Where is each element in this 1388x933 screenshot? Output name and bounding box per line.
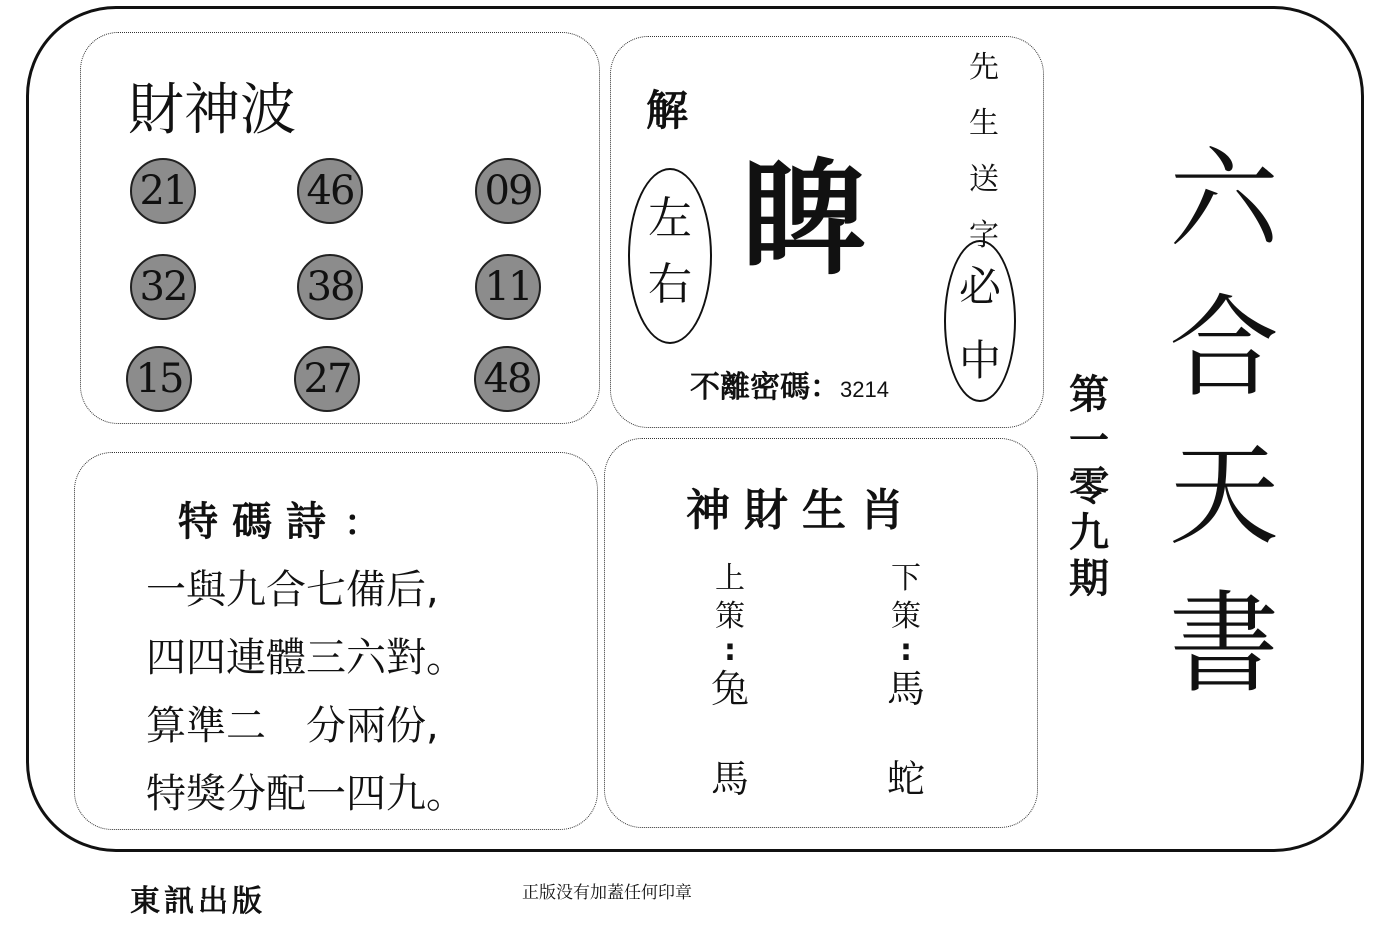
issue-char: 零 xyxy=(1069,464,1109,510)
number-ball: 11 xyxy=(475,254,541,320)
number-ball: 15 xyxy=(126,346,192,412)
lower-label-char: 策 xyxy=(891,599,921,634)
secret-code-value: 3214 xyxy=(840,377,889,402)
left-right-chars xyxy=(628,186,712,318)
sender-text xyxy=(964,40,1004,264)
number-ball: 27 xyxy=(294,346,360,412)
issue-char: 一 xyxy=(1069,418,1109,464)
issue-number xyxy=(1060,372,1118,602)
lower-item: 馬 xyxy=(886,667,925,711)
sender-char: 先 xyxy=(969,50,999,85)
issue-char: 期 xyxy=(1069,556,1109,602)
number-ball: 38 xyxy=(297,254,363,320)
publisher: 東訊出版 xyxy=(130,884,266,919)
title-char: 合 xyxy=(1169,284,1279,412)
poem-line: 特獎分配一四九。 xyxy=(146,771,466,817)
main-title xyxy=(1162,126,1286,718)
issue-char: 第 xyxy=(1069,372,1109,418)
bizhong-chars xyxy=(944,250,1016,398)
poem-heading-text: 特碼詩 xyxy=(178,499,340,545)
number-ball: 32 xyxy=(130,254,196,320)
lower-colon: : xyxy=(900,633,912,668)
caishen-heading: 財神波 xyxy=(128,78,296,143)
upper-strategy xyxy=(702,560,758,802)
lower-label-char: 下 xyxy=(891,561,921,596)
sender-char: 生 xyxy=(969,106,999,141)
authenticity-note: 正版没有加蓋任何印章 xyxy=(522,883,692,903)
upper-label-char: 上 xyxy=(715,561,745,596)
upper-label-char: 策 xyxy=(715,599,745,634)
title-char: 天 xyxy=(1169,432,1279,560)
title-char: 六 xyxy=(1169,136,1279,264)
lower-item: 蛇 xyxy=(886,757,925,801)
zodiac-heading: 神財生肖 xyxy=(686,485,918,536)
left-char: 左 xyxy=(648,193,692,244)
riddle-big-char: 睥 xyxy=(742,148,867,292)
secret-code-label: 不離密碼： xyxy=(690,370,840,405)
poem-heading-colon: ： xyxy=(344,503,381,544)
number-ball: 09 xyxy=(475,158,541,224)
poem-line: 四四連體三六對。 xyxy=(146,635,466,681)
poem-line: 算準二 分兩份, xyxy=(146,703,439,749)
right-char: 右 xyxy=(648,259,692,310)
sender-char: 字 xyxy=(969,218,999,253)
bi-char: 必 xyxy=(958,262,1001,311)
jie-label: 解 xyxy=(646,86,689,135)
title-char: 書 xyxy=(1169,580,1279,708)
number-ball: 21 xyxy=(130,158,196,224)
poem-line: 一與九合七備后, xyxy=(146,567,439,613)
number-ball: 48 xyxy=(474,346,540,412)
upper-colon: : xyxy=(724,633,736,668)
poem-heading xyxy=(178,490,380,547)
number-ball: 46 xyxy=(297,158,363,224)
secret-code xyxy=(690,362,889,406)
zhong-char: 中 xyxy=(958,336,1001,385)
issue-char: 九 xyxy=(1069,510,1109,556)
lower-strategy xyxy=(878,560,934,802)
upper-item: 兔 xyxy=(710,667,749,711)
sender-char: 送 xyxy=(969,162,999,197)
upper-item: 馬 xyxy=(710,757,749,801)
